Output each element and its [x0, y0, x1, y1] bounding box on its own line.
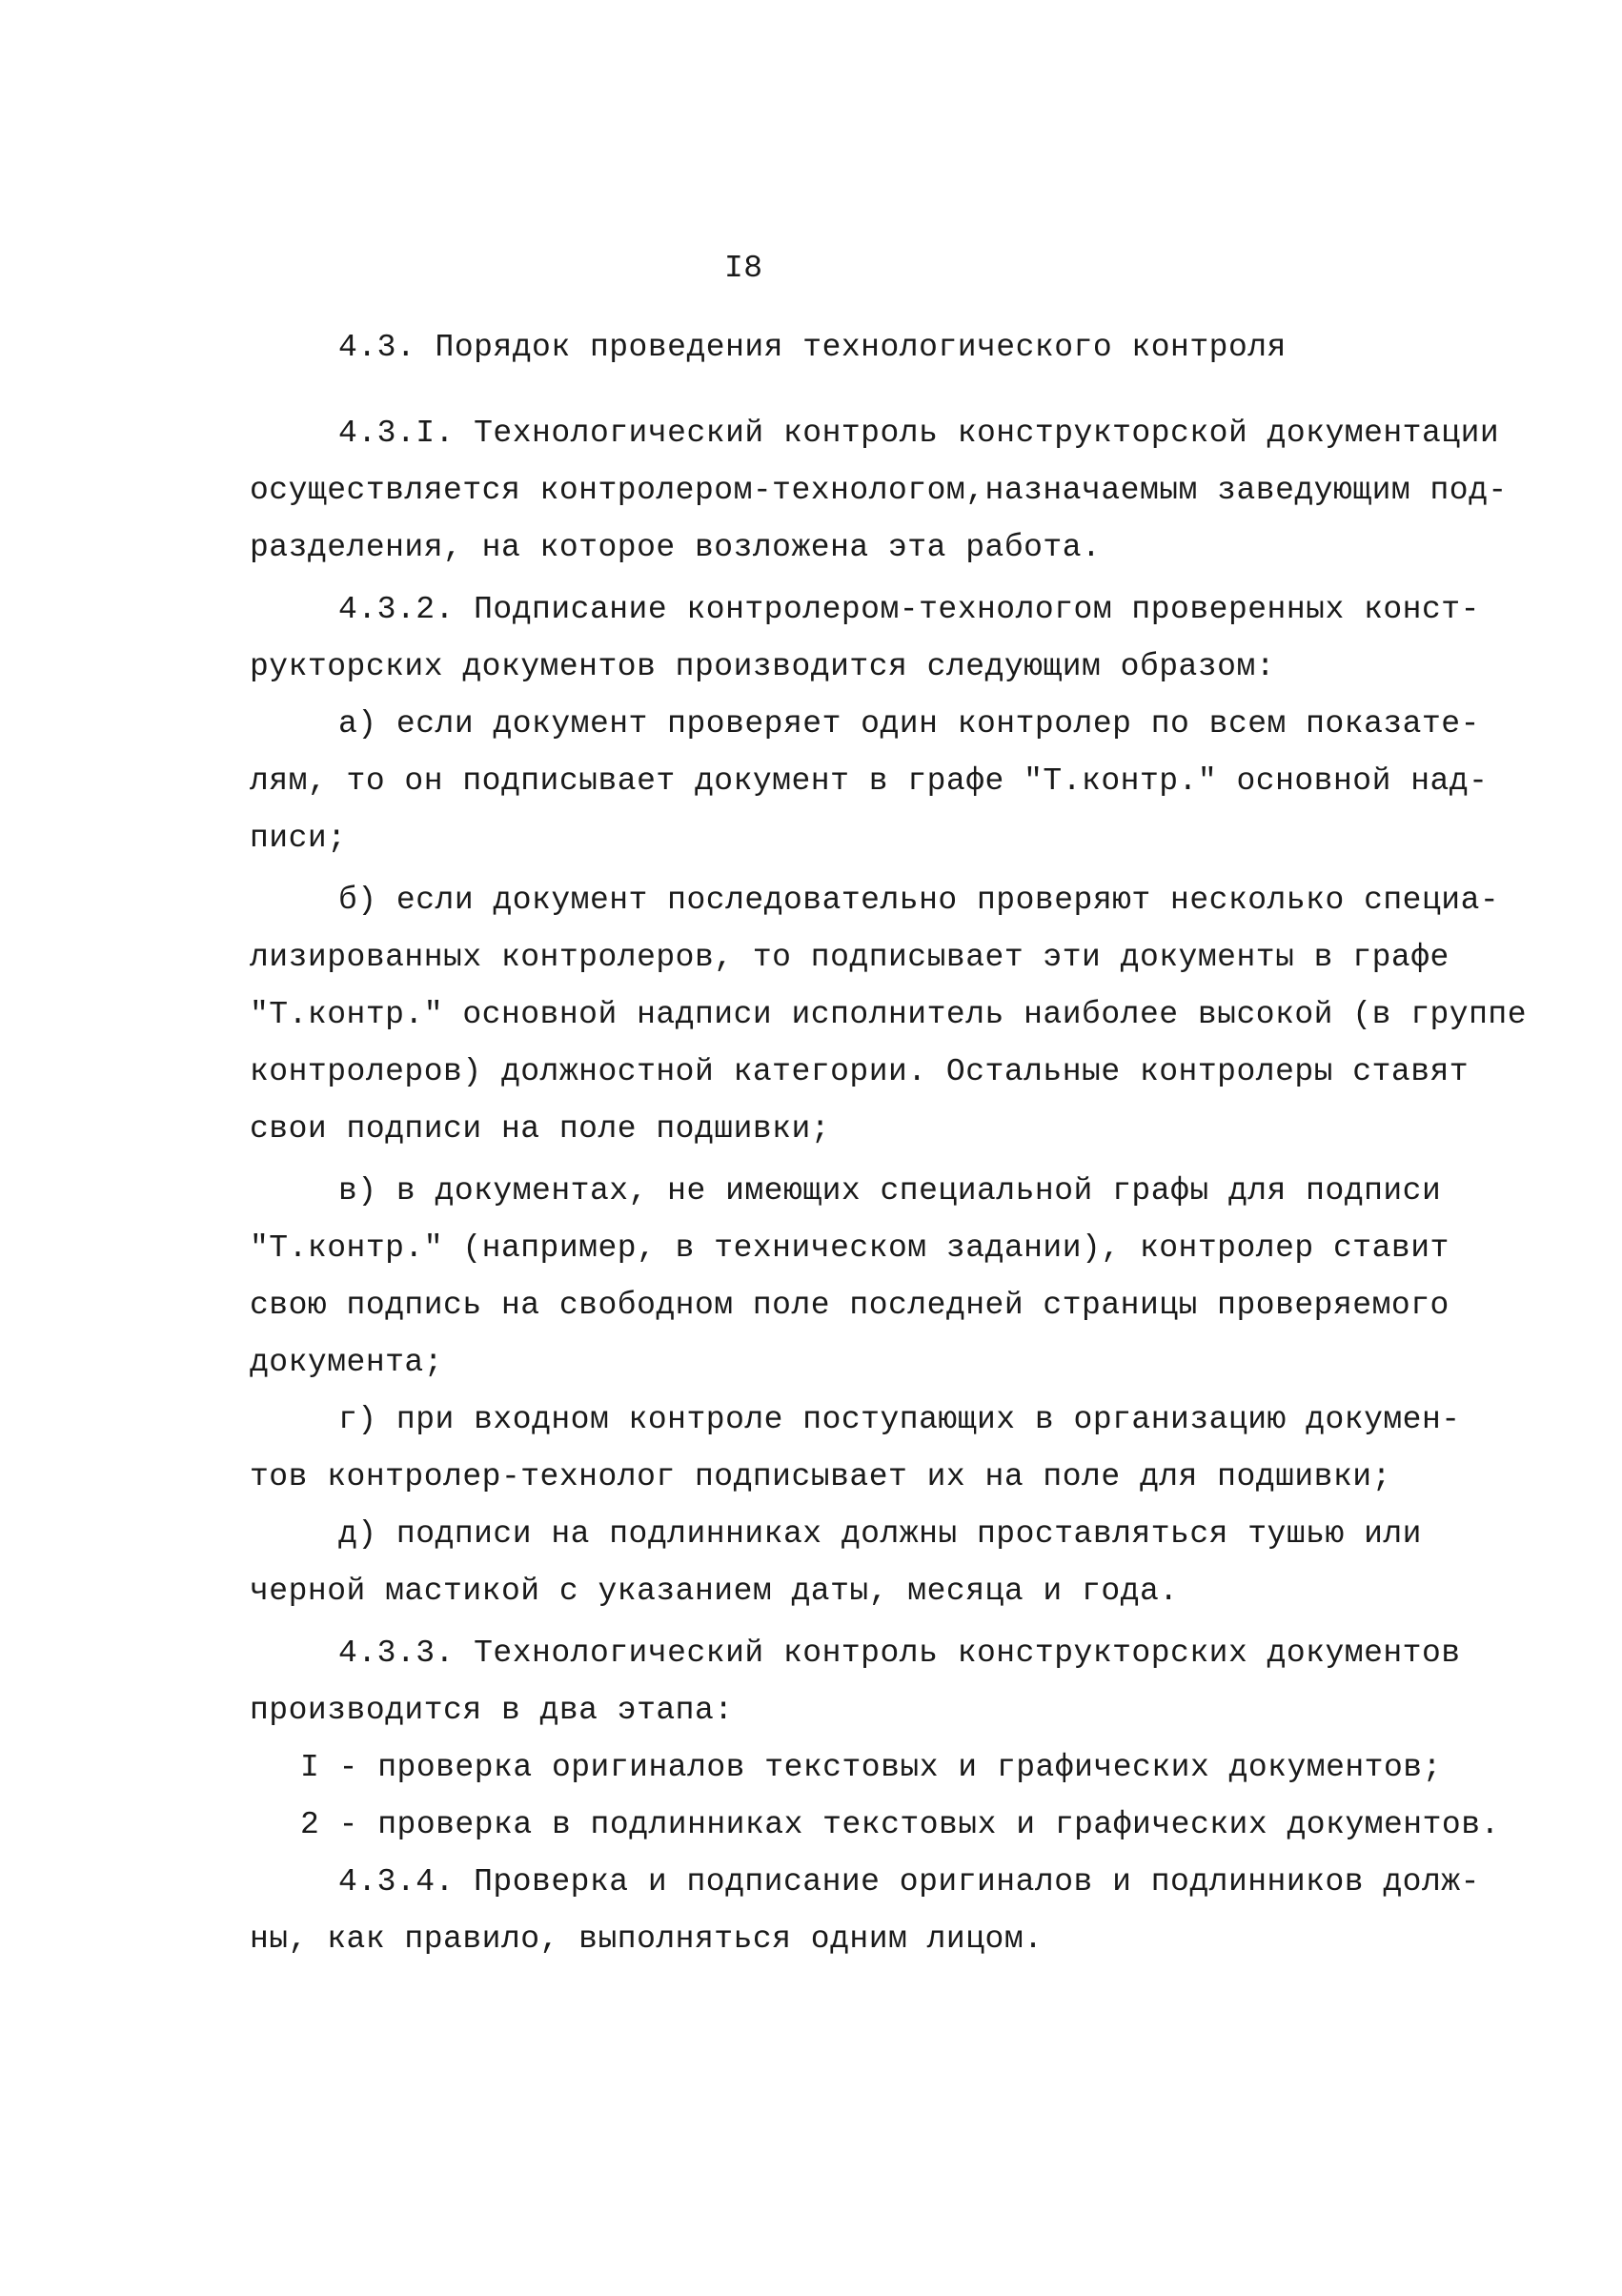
text-line: разделения, на которое возложена эта работа.: [250, 530, 1102, 565]
text-line: рукторских документов производится следующим образом:: [250, 649, 1276, 684]
text-line: лям, то он подписывает документ в графе "Т.контр." основной над-: [250, 763, 1489, 799]
text-line: ны, как правило, выполняться одним лицом.: [250, 1921, 1044, 1957]
text-line: тов контролер-технолог подписывает их на поле для подшивки;: [250, 1459, 1391, 1494]
text-line: 4.3.2. Подписание контролером-технологом проверенных конст-: [338, 592, 1480, 627]
text-line: документа;: [250, 1345, 444, 1380]
text-line: "Т.контр." (например, в техническом задании), контролер ставит: [250, 1230, 1450, 1266]
text-line: "Т.контр." основной надписи исполнитель наиболее высокой (в группе: [250, 997, 1528, 1032]
text-line: 4.3.3. Технологический контроль конструкторских документов: [338, 1636, 1461, 1671]
text-line: свою подпись на свободном поле последней страницы проверяемого: [250, 1288, 1450, 1323]
text-line: 4.3.4. Проверка и подписание оригиналов и подлинников долж-: [338, 1864, 1480, 1900]
text-line: г) при входном контроле поступающих в организацию докумен-: [338, 1402, 1461, 1437]
text-line: б) если документ последовательно проверяют несколько специа-: [338, 883, 1500, 918]
text-line: свои подписи на поле подшивки;: [250, 1111, 831, 1147]
list-item: 2 - проверка в подлинниках текстовых и графических документов.: [300, 1807, 1500, 1842]
text-line: писи;: [250, 821, 347, 856]
text-line: контролеров) должностной категории. Остальные контролеры ставят: [250, 1054, 1470, 1089]
text-line: осуществляется контролером-технологом,назначаемым заведующим под-: [250, 473, 1508, 508]
text-line: черной мастикой с указанием даты, месяца и года.: [250, 1574, 1179, 1609]
page-number: I8: [724, 251, 763, 286]
text-line: лизированных контролеров, то подписывает эти документы в графе: [250, 940, 1450, 975]
text-line: 4.3.I. Технологический контроль конструкторской документации: [338, 416, 1500, 451]
text-line: производится в два этапа:: [250, 1693, 734, 1728]
section-heading: 4.3. Порядок проведения технологического контроля: [338, 330, 1287, 365]
list-item: I - проверка оригиналов текстовых и графических документов;: [300, 1750, 1442, 1785]
text-line: а) если документ проверяет один контролер по всем показате-: [338, 706, 1480, 742]
text-line: в) в документах, не имеющих специальной графы для подписи: [338, 1173, 1442, 1209]
text-line: д) подписи на подлинниках должны проставляться тушью или: [338, 1516, 1422, 1552]
